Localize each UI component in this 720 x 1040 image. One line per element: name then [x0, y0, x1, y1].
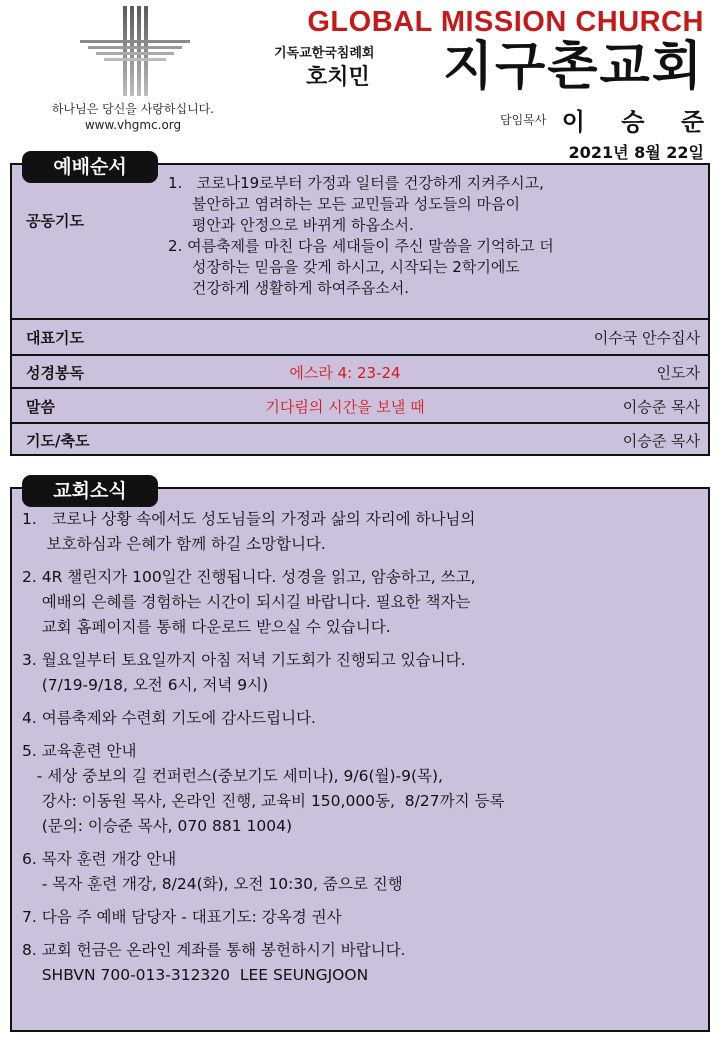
news-line: 교회 홈페이지를 통해 다운로드 받으실 수 있습니다.: [22, 618, 391, 636]
news-line: 5. 교육훈련 안내: [22, 742, 137, 760]
city-text: 호치민: [306, 65, 370, 90]
news-item: [22, 507, 706, 557]
news-line: - 세상 중보의 길 컨퍼런스(중보기도 세미나), 9/6(월)-9(목),: [22, 767, 443, 785]
benediction-leader: 이승준 목사: [622, 432, 700, 450]
news-line: 예배의 은혜를 경험하는 시간이 되시길 바랍니다. 필요한 책자는: [22, 593, 471, 611]
benediction-label: 기도/축도: [26, 432, 90, 450]
worship-order-tag: 예배순서: [22, 151, 158, 183]
sermon-label: 말씀: [26, 398, 55, 416]
logo-caption: [48, 101, 218, 133]
church-news-tag: 교회소식: [22, 475, 158, 507]
church-logo-cross-icon: [80, 6, 190, 98]
news-item: [22, 847, 706, 897]
row-divider: [10, 354, 710, 356]
scripture-passage: 에스라 4: 23-24: [289, 364, 401, 382]
news-line: 8. 교회 헌금은 온라인 계좌를 통해 봉헌하시기 바랍니다.: [22, 941, 406, 959]
common-prayer-label: 공동기도: [26, 212, 84, 230]
slogan-text: 하나님은 당신을 사랑하십니다.: [51, 102, 215, 116]
news-item: [22, 565, 706, 640]
news-line: (문의: 이승준 목사, 070 881 1004): [22, 817, 293, 835]
prayer-line: 불안하고 염려하는 모든 교민들과 성도들의 마음이: [168, 195, 520, 213]
news-line: 4. 여름축제와 수련회 기도에 감사드립니다.: [22, 709, 316, 727]
news-line: 1. 코로나 상황 속에서도 성도님들의 가정과 삶의 자리에 하나님의: [22, 510, 476, 528]
news-line: 6. 목자 훈련 개강 안내: [22, 850, 177, 868]
pastor-name: 이 승 준: [561, 108, 718, 136]
news-line: SHBVN 700-013-312320 LEE SEUNGJOON: [22, 966, 369, 984]
sermon-title: 기다림의 시간을 보낼 때: [265, 398, 425, 416]
news-line: (7/19-9/18, 오전 6시, 저녁 9시): [22, 676, 269, 694]
news-item: [22, 938, 706, 988]
representative-prayer-leader: 이수국 안수집사: [593, 329, 700, 347]
news-line: 강사: 이동원 목사, 온라인 진행, 교육비 150,000동, 8/27까지 등록: [22, 792, 505, 810]
representative-prayer-label: 대표기도: [26, 329, 84, 347]
news-line: 2. 4R 챌린지가 100일간 진행됩니다. 성경을 읽고, 암송하고, 쓰고,: [22, 568, 476, 586]
prayer-line: 1. 코로나19로부터 가정과 일터를 건강하게 지켜주시고,: [168, 174, 544, 192]
bulletin-date: 2021년 8월 22일: [568, 143, 704, 162]
news-line: 7. 다음 주 예배 담당자 - 대표기도: 강옥경 권사: [22, 908, 342, 926]
news-line: 보호하심과 은혜가 함께 하길 소망합니다.: [22, 535, 326, 553]
prayer-line: 성장하는 믿음을 갖게 하시고, 시작되는 2학기에도: [168, 258, 520, 276]
news-item: [22, 706, 706, 731]
row-divider: [10, 422, 710, 424]
row-divider: [10, 318, 710, 320]
denomination-text: 기독교한국침례회: [274, 46, 375, 61]
prayer-line: 2. 여름축제를 마친 다음 세대들이 주신 말씀을 기억하고 더: [168, 237, 554, 255]
common-prayer-list: [168, 173, 708, 299]
scripture-reader: 인도자: [656, 364, 700, 382]
prayer-line: 평안과 안정으로 바뀌게 하옵소서.: [168, 216, 414, 234]
sermon-preacher: 이승준 목사: [622, 398, 700, 416]
prayer-line: 건강하게 생활하게 하여주옵소서.: [168, 279, 410, 297]
church-title-english: GLOBAL MISSION CHURCH: [307, 6, 704, 38]
scripture-reading-label: 성경봉독: [26, 364, 84, 382]
news-item: [22, 905, 706, 930]
pastor-label: 담임목사: [500, 113, 547, 127]
news-item: [22, 648, 706, 698]
news-line: - 목자 훈련 개강, 8/24(화), 오전 10:30, 줌으로 진행: [22, 875, 403, 893]
church-news-list: [22, 507, 706, 996]
news-line: 3. 월요일부터 토요일까지 아침 저녁 기도회가 진행되고 있습니다.: [22, 651, 466, 669]
news-item: [22, 739, 706, 839]
website-text: www.vhgmc.org: [84, 118, 182, 132]
church-title-korean: 지구촌교회: [442, 37, 704, 97]
row-divider: [10, 387, 710, 389]
